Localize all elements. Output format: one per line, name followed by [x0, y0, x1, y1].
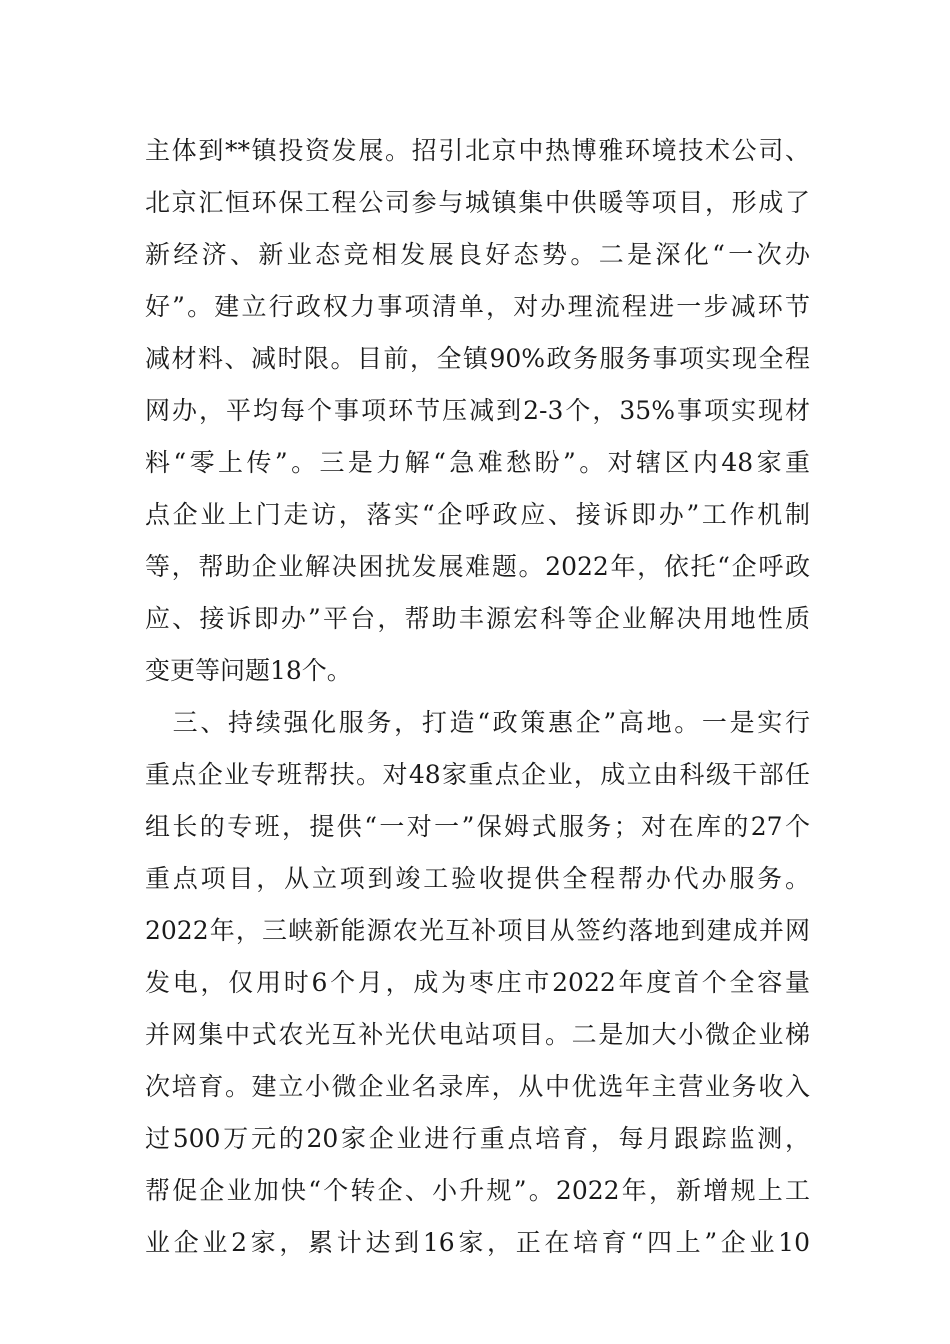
text-line: 北京汇恒环保工程公司参与城镇集中供暖等项目，形成了	[145, 188, 810, 217]
text-line: 主体到**镇投资发展。招引北京中热博雅环境技术公司、	[145, 136, 810, 165]
text-line: 点企业上门走访，落实“企呼政应、接诉即办”工作机制	[145, 500, 810, 529]
text-line: 发电，仅用时6个月，成为枣庄市2022年度首个全容量	[145, 968, 810, 997]
text-line: 减材料、减时限。目前，全镇90%政务服务事项实现全程	[145, 344, 810, 373]
text-line: 次培育。建立小微企业名录库，从中优选年主营业务收入	[145, 1072, 810, 1101]
text-line: 网办，平均每个事项环节压减到2-3个，35%事项实现材	[145, 396, 810, 425]
paragraph-2	[145, 697, 810, 1269]
text-line: 重点企业专班帮扶。对48家重点企业，成立由科级干部任	[145, 760, 810, 789]
text-line: 并网集中式农光互补光伏电站项目。二是加大小微企业梯	[145, 1020, 810, 1049]
paragraph-1	[145, 125, 810, 697]
text-line: 组长的专班，提供“一对一”保姆式服务；对在库的27个	[145, 812, 810, 841]
text-line: 重点项目，从立项到竣工验收提供全程帮办代办服务。	[145, 864, 810, 893]
text-line: 变更等问题18个。	[145, 656, 352, 685]
text-line: 业企业2家，累计达到16家，正在培育“四上”企业10	[145, 1228, 810, 1257]
text-line: 等，帮助企业解决困扰发展难题。2022年，依托“企呼政	[145, 552, 810, 581]
text-line: 料“零上传”。三是力解“急难愁盼”。对辖区内48家重	[145, 448, 810, 477]
text-line: 三、持续强化服务，打造“政策惠企”高地。一是实行	[145, 708, 810, 737]
text-line: 过500万元的20家企业进行重点培育，每月跟踪监测，	[145, 1124, 810, 1153]
text-line: 应、接诉即办”平台，帮助丰源宏科等企业解决用地性质	[145, 604, 810, 633]
text-line: 好”。建立行政权力事项清单，对办理流程进一步减环节	[145, 292, 810, 321]
text-line: 2022年，三峡新能源农光互补项目从签约落地到建成并网	[145, 916, 810, 945]
body-text	[145, 125, 810, 1269]
text-line: 帮促企业加快“个转企、小升规”。2022年，新增规上工	[145, 1176, 810, 1205]
text-line: 新经济、新业态竞相发展良好态势。二是深化“一次办	[145, 240, 810, 269]
